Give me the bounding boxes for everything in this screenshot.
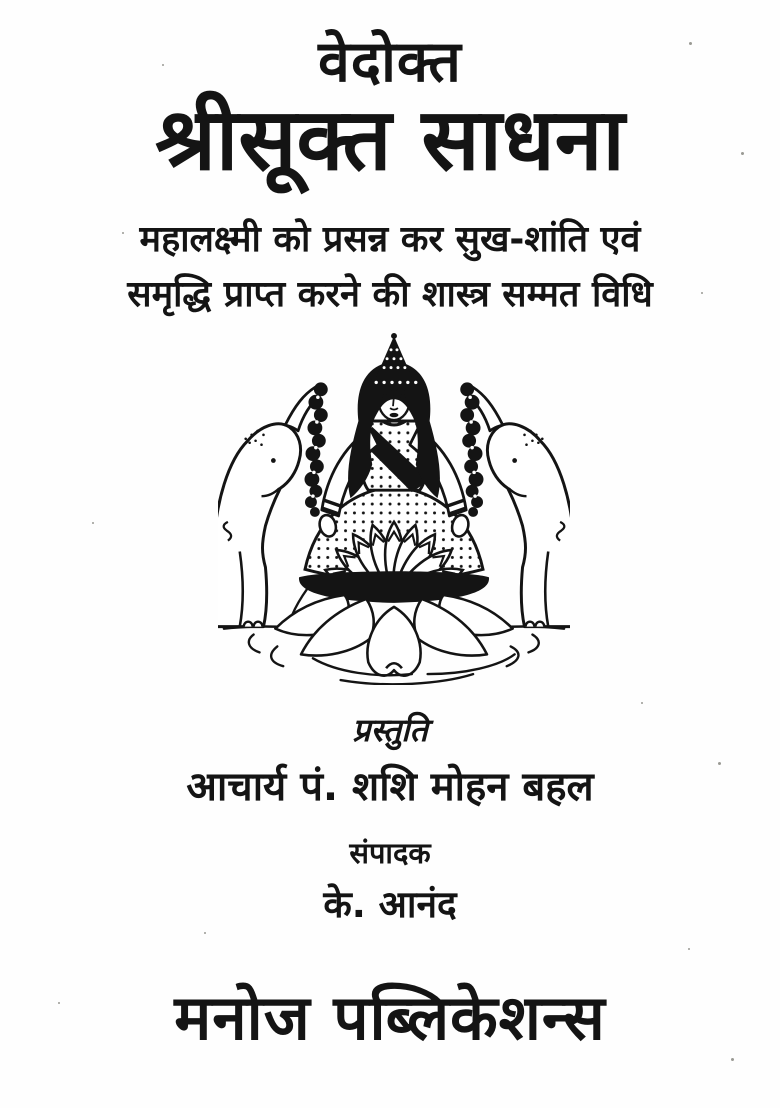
scan-speck (688, 948, 690, 950)
book-title: श्रीसूक्त साधना (155, 90, 625, 190)
scan-speck (92, 522, 94, 524)
scan-speck (58, 1002, 60, 1004)
scan-speck (689, 42, 692, 45)
scan-speck (204, 932, 206, 934)
editor-label: संपादक (349, 836, 431, 870)
publisher-name: मनोज पब्लिकेशन्स (174, 981, 606, 1054)
scan-speck (701, 292, 703, 294)
presenter-label: प्रस्तुति (352, 711, 428, 749)
scan-speck (731, 1058, 734, 1061)
scan-speck (641, 702, 643, 704)
editor-name: के. आनंद (323, 883, 457, 926)
scan-speck (162, 64, 164, 66)
tagline-line-1: महालक्ष्मी को प्रसन्न कर सुख-शांति एवं (139, 219, 641, 260)
gajalakshmi-artwork (218, 331, 570, 685)
scan-speck (718, 762, 721, 765)
series-supertitle: वेदोक्त (318, 29, 462, 95)
presenter-name: आचार्य पं. शशि मोहन बहल (186, 764, 594, 810)
lotus-lower-petals (275, 595, 512, 676)
gajalakshmi-illustration (218, 331, 570, 685)
scan-speck (122, 232, 124, 234)
scan-speck (741, 152, 744, 155)
tagline-line-2: समृद्धि प्राप्त करने की शास्त्र सम्मत विधि (127, 274, 653, 315)
